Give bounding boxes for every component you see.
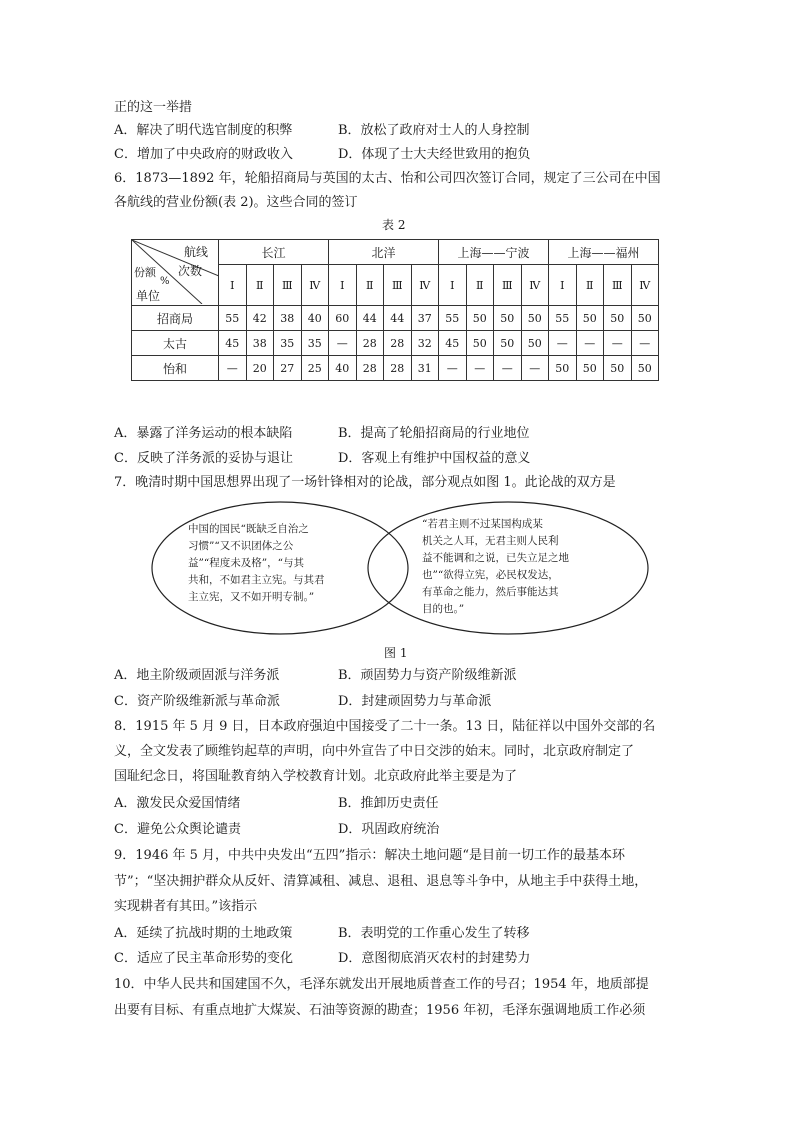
q10-stem-line2: 出要有目标、有重点地扩大煤炭、石油等资源的勘查；1956 年初，毛泽东强调地质工作必须 [114, 1003, 646, 1018]
q9-stem-line2: 节”；“坚决拥护群众从反奸、清算减租、减息、退租、退息等斗争中，从地主手中获得土地， [114, 874, 648, 889]
share-cell: 50 [466, 331, 494, 356]
table-corner-header [132, 240, 219, 306]
q6-option-c: C．反映了洋务派的妥协与退让 [114, 451, 293, 466]
figure-caption: 图 1 [384, 646, 408, 660]
share-cell: 50 [631, 356, 659, 381]
q9-option-d: D．意图彻底消灭农村的封建势力 [338, 951, 531, 966]
route-header: 上海——福州 [549, 240, 659, 265]
share-cell: 50 [576, 306, 604, 331]
q9-option-c: C．适应了民主革命形势的变化 [114, 951, 293, 966]
left-viewpoint-line: 共和，不如君主立宪。与其君 [188, 574, 325, 586]
share-cell: 28 [356, 331, 384, 356]
share-cell: 50 [466, 306, 494, 331]
q7-stem-line1: 7．晚清时期中国思想界出现了一场针锋相对的论战，部分观点如图 1。此论战的双方是 [114, 475, 616, 490]
share-cell: 55 [549, 306, 577, 331]
share-cell: 60 [329, 306, 357, 331]
q8-option-b: B．推卸历史责任 [338, 796, 439, 811]
q8-option-c: C．避免公众舆论谴责 [114, 822, 241, 837]
debate-venn-figure [150, 498, 650, 638]
share-cell: 55 [219, 306, 247, 331]
signing-numeral: Ⅲ [604, 265, 632, 306]
share-cell: — [576, 331, 604, 356]
share-cell: 38 [246, 331, 274, 356]
q5-option-a: A．解决了明代选官制度的积弊 [114, 123, 293, 138]
share-cell: — [439, 356, 467, 381]
q9-option-b: B．表明党的工作重心发生了转移 [338, 926, 530, 941]
share-cell: 44 [384, 306, 412, 331]
q8-option-a: A．激发民众爱国情绪 [114, 796, 241, 811]
right-viewpoint-line: “若君主则不过某国构成某 [422, 518, 543, 530]
share-cell: 42 [246, 306, 274, 331]
share-cell: — [466, 356, 494, 381]
shipping-share-table [131, 239, 659, 381]
share-cell: 38 [274, 306, 302, 331]
signing-numeral: Ⅱ [576, 265, 604, 306]
share-cell: 28 [384, 331, 412, 356]
share-cell: 50 [494, 306, 522, 331]
q6-stem-line1: 6．1873—1892 年，轮船招商局与英国的太古、怡和公司四次签订合同，规定了三公司在中国 [114, 171, 661, 186]
route-header: 北洋 [329, 240, 439, 265]
signing-numeral: Ⅰ [439, 265, 467, 306]
signing-numeral: Ⅱ [466, 265, 494, 306]
q8-stem-line1: 8．1915 年 5 月 9 日，日本政府强迫中国接受了二十一条。13 日，陆征祥以中国外交部的名 [114, 719, 656, 734]
table-caption: 表 2 [382, 218, 406, 232]
q7-option-b: B．顽固势力与资产阶级维新派 [338, 668, 517, 683]
q9-stem-line3: 实现耕者有其田。”该指示 [114, 899, 258, 914]
q6-stem-line2: 各航线的营业份额(表 2)。这些合同的签订 [114, 195, 358, 210]
share-cell: 50 [604, 356, 632, 381]
share-cell: 45 [439, 331, 467, 356]
signing-numeral: Ⅱ [356, 265, 384, 306]
share-cell: 25 [301, 356, 329, 381]
share-cell: 50 [576, 356, 604, 381]
share-cell: 50 [631, 306, 659, 331]
q5-option-d: D．体现了士大夫经世致用的抱负 [338, 147, 531, 162]
signing-numeral: Ⅳ [521, 265, 549, 306]
unit-name: 招商局 [132, 306, 219, 331]
right-viewpoint-line: 也”“欲得立宪，必民权发达， [422, 569, 559, 581]
q9-option-a: A．延续了抗战时期的土地政策 [114, 926, 293, 941]
header-route-label: 航线 [184, 245, 209, 259]
share-cell: 50 [521, 331, 549, 356]
table-row [132, 306, 659, 331]
right-viewpoint-line: 有革命之能力，然后事能达其 [422, 586, 559, 598]
q9-stem-line1: 9．1946 年 5 月，中共中央发出“五四”指示：解决土地问题“是目前一切工作的最基本环 [114, 848, 625, 863]
signing-numeral: Ⅰ [219, 265, 247, 306]
share-cell: 35 [301, 331, 329, 356]
q8-stem-line3: 国耻纪念日，将国耻教育纳入学校教育计划。北京政府此举主要是为了 [114, 769, 518, 784]
unit-name: 太古 [132, 331, 219, 356]
signing-numeral: Ⅰ [329, 265, 357, 306]
share-cell: — [604, 331, 632, 356]
signing-numeral: Ⅳ [301, 265, 329, 306]
signing-numeral: Ⅰ [549, 265, 577, 306]
share-cell: — [494, 356, 522, 381]
share-cell: — [521, 356, 549, 381]
share-cell: — [219, 356, 247, 381]
share-cell: 50 [521, 306, 549, 331]
share-cell: — [329, 331, 357, 356]
route-header: 长江 [219, 240, 329, 265]
share-cell: 37 [411, 306, 439, 331]
share-cell: 27 [274, 356, 302, 381]
q6-option-d: D．客观上有维护中国权益的意义 [338, 451, 531, 466]
share-cell: 50 [549, 356, 577, 381]
share-cell: 45 [219, 331, 247, 356]
share-cell: 50 [494, 331, 522, 356]
header-unit-label: 单位 [136, 289, 161, 303]
q6-option-b: B．提高了轮船招商局的行业地位 [338, 426, 530, 441]
unit-name: 怡和 [132, 356, 219, 381]
left-viewpoint-line: 中国的国民“既缺乏自治之 [188, 523, 309, 535]
share-cell: 44 [356, 306, 384, 331]
share-cell: — [549, 331, 577, 356]
q5-option-c: C．增加了中央政府的财政收入 [114, 147, 293, 162]
q10-stem-line1: 10．中华人民共和国建国不久，毛泽东就发出开展地质普查工作的号召；1954 年，地质部提 [114, 977, 649, 992]
q5-option-b: B．放松了政府对士人的人身控制 [338, 123, 530, 138]
share-cell: — [631, 331, 659, 356]
left-viewpoint-line: 益”“程度未及格”，“与其 [188, 557, 304, 569]
q8-option-d: D．巩固政府统治 [338, 822, 440, 837]
header-share-label: 份额 [134, 266, 156, 279]
q7-option-a: A．地主阶级顽固派与洋务派 [114, 668, 280, 683]
signing-numeral: Ⅳ [411, 265, 439, 306]
signing-numeral: Ⅱ [246, 265, 274, 306]
q8-stem-line2: 义，全文发表了顾维钧起草的声明，向中外宣告了中日交涉的始末。同时，北京政府制定了 [114, 744, 635, 759]
q5-stem-tail: 正的这一举措 [114, 100, 193, 115]
signing-numeral: Ⅲ [274, 265, 302, 306]
left-viewpoint-line: 主立宪，又不如开明专制。” [188, 591, 315, 603]
signing-numeral: Ⅲ [494, 265, 522, 306]
share-cell: 55 [439, 306, 467, 331]
signing-numeral: Ⅲ [384, 265, 412, 306]
signing-numeral: Ⅳ [631, 265, 659, 306]
left-viewpoint-line: 习惯”“又不识团体之公 [188, 540, 294, 552]
header-pct-label: % [160, 276, 170, 287]
share-cell: 28 [356, 356, 384, 381]
route-header: 上海——宁波 [439, 240, 549, 265]
q6-option-a: A．暴露了洋务运动的根本缺陷 [114, 426, 293, 441]
share-cell: 20 [246, 356, 274, 381]
q7-option-d: D．封建顽固势力与革命派 [338, 694, 492, 709]
header-times-label: 次数 [178, 264, 203, 278]
share-cell: 50 [604, 306, 632, 331]
q7-option-c: C．资产阶级维新派与革命派 [114, 694, 280, 709]
share-cell: 32 [411, 331, 439, 356]
share-cell: 28 [384, 356, 412, 381]
table-row [132, 331, 659, 356]
share-cell: 35 [274, 331, 302, 356]
table-row [132, 356, 659, 381]
share-cell: 40 [301, 306, 329, 331]
share-cell: 40 [329, 356, 357, 381]
share-cell: 31 [411, 356, 439, 381]
right-viewpoint-line: 益不能调和之说，已失立足之地 [422, 552, 569, 564]
right-viewpoint-line: 机关之人耳，无君主则人民利 [422, 535, 559, 547]
right-viewpoint-line: 目的也。” [422, 603, 465, 615]
